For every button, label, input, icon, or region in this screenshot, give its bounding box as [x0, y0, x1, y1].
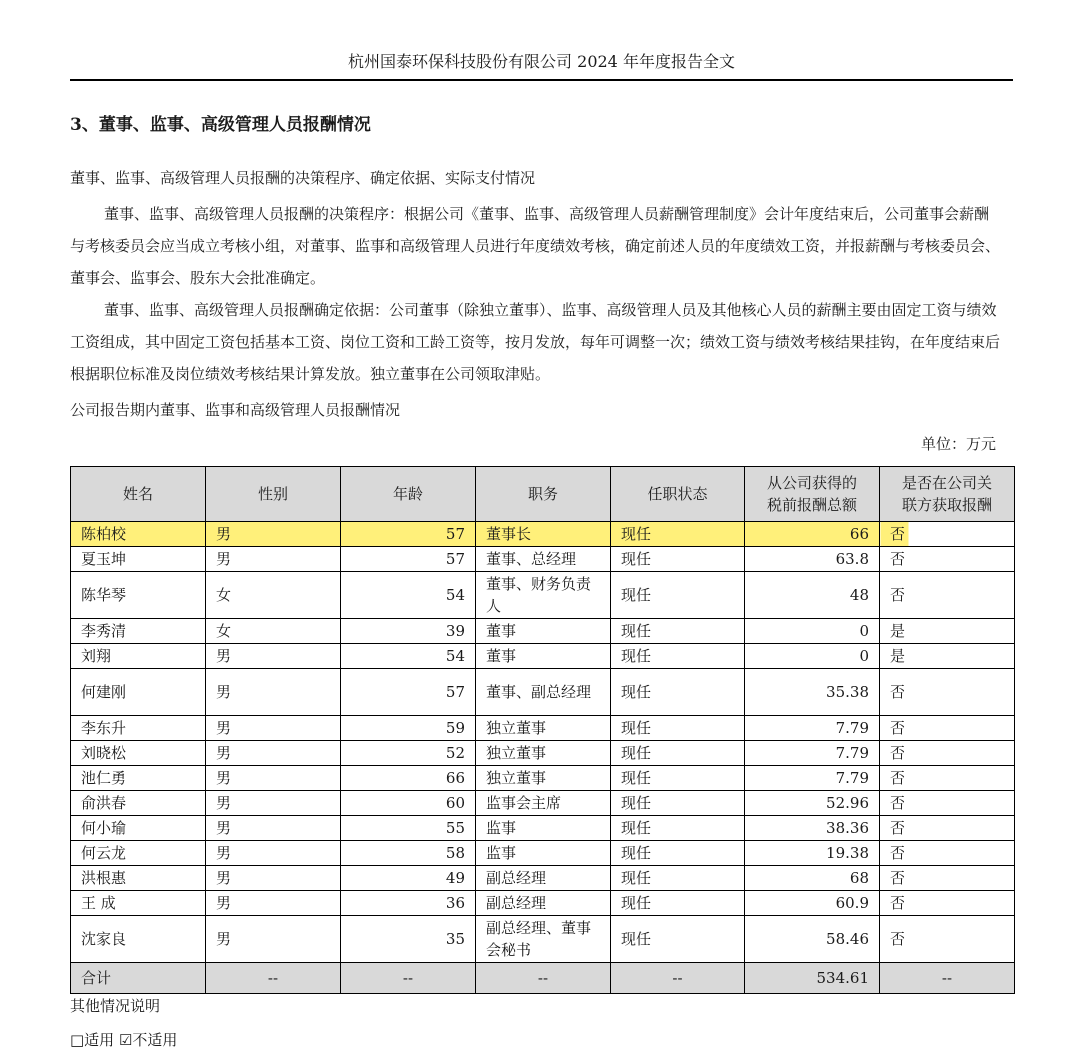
cell-age: 60: [341, 791, 476, 816]
header-related: [880, 467, 1015, 522]
cell-age: 52: [341, 741, 476, 766]
cell-status: 现任: [611, 741, 745, 766]
cell-status: 现任: [611, 547, 745, 572]
table-row: [71, 866, 1015, 891]
cell-age: 66: [341, 766, 476, 791]
table-row: [71, 716, 1015, 741]
cell-position: 副总经理: [476, 866, 611, 891]
table-total-row: [71, 963, 1015, 994]
cell-age: 54: [341, 644, 476, 669]
cell-status: 现任: [611, 816, 745, 841]
cell-status: 现任: [611, 866, 745, 891]
paragraph-table-intro: 公司报告期内董事、监事和高级管理人员报酬情况: [70, 401, 401, 419]
table-row: [71, 916, 1015, 963]
cell-position: 独立董事: [476, 766, 611, 791]
cell-position: 董事、总经理: [476, 547, 611, 572]
cell-status: 现任: [611, 766, 745, 791]
cell-position: 副总经理: [476, 891, 611, 916]
cell-name: 刘翔: [71, 644, 206, 669]
total-age: --: [341, 963, 476, 994]
header-pay: [745, 467, 880, 522]
cell-position: 董事: [476, 644, 611, 669]
cell-age: 58: [341, 841, 476, 866]
cell-gender: 女: [206, 572, 341, 619]
cell-gender: 男: [206, 522, 341, 547]
header-status: 任职状态: [611, 467, 745, 522]
cell-gender: 男: [206, 644, 341, 669]
cell-name: 何云龙: [71, 841, 206, 866]
cell-age: 59: [341, 716, 476, 741]
cell-status: 现任: [611, 716, 745, 741]
cell-status: 现任: [611, 916, 745, 963]
cell-pay: 35.38: [745, 669, 880, 716]
cell-name: 刘晓松: [71, 741, 206, 766]
cell-name: 何建刚: [71, 669, 206, 716]
cell-pay: 7.79: [745, 716, 880, 741]
table-row: [71, 669, 1015, 716]
header-pay-line1: 从公司获得的: [766, 474, 857, 492]
cell-name: 陈华琴: [71, 572, 206, 619]
cell-name: 王 成: [71, 891, 206, 916]
cell-status: 现任: [611, 572, 745, 619]
cell-pay: 52.96: [745, 791, 880, 816]
cell-related: 否: [880, 741, 1015, 766]
cell-position: 监事: [476, 841, 611, 866]
cell-related: 否: [880, 716, 1015, 741]
total-pay: 534.61: [745, 963, 880, 994]
table-row: [71, 891, 1015, 916]
table-row: [71, 619, 1015, 644]
cell-related: 否: [880, 841, 1015, 866]
cell-related: 否: [880, 572, 1015, 619]
cell-pay: 48: [745, 572, 880, 619]
header-name: 姓名: [71, 467, 206, 522]
cell-related: 是: [880, 644, 1015, 669]
cell-gender: 男: [206, 716, 341, 741]
header-divider: [70, 79, 1013, 81]
other-notes-title: 其他情况说明: [70, 997, 161, 1015]
cell-pay: 0: [745, 619, 880, 644]
cell-position: 监事会主席: [476, 791, 611, 816]
cell-name: 李秀清: [71, 619, 206, 644]
table-row: [71, 816, 1015, 841]
table-row: [71, 791, 1015, 816]
cell-position: 董事、财务负责人: [476, 572, 611, 619]
cell-gender: 男: [206, 669, 341, 716]
paragraph-basis: 董事、监事、高级管理人员报酬确定依据：公司董事（除独立董事）、监事、高级管理人员及其他核心人员的薪酬主要由固定工资与绩效工资组成，其中固定工资包括基本工资、岗位工资和工龄工资等，按月发放，每年可调整一次；绩效工资与绩效考核结果挂钩，在年度结束后根据职位标准及岗位绩效考核结果计算发放。独立董事在公司领取津贴。: [70, 301, 1001, 383]
table-row: [71, 572, 1015, 619]
cell-age: 49: [341, 866, 476, 891]
total-related: --: [880, 963, 1015, 994]
header-related-line1: 是否在公司关: [901, 474, 992, 492]
cell-related: 否: [880, 816, 1015, 841]
table-row: [71, 522, 1015, 547]
unit-label: 单位：万元: [920, 435, 996, 453]
cell-gender: 男: [206, 766, 341, 791]
cell-pay: 60.9: [745, 891, 880, 916]
cell-status: 现任: [611, 522, 745, 547]
cell-related: 是: [880, 619, 1015, 644]
cell-position: 独立董事: [476, 716, 611, 741]
cell-name: 俞洪春: [71, 791, 206, 816]
table-row: [71, 741, 1015, 766]
cell-gender: 女: [206, 619, 341, 644]
cell-status: 现任: [611, 619, 745, 644]
cell-position: 董事长: [476, 522, 611, 547]
compensation-table: [70, 466, 1015, 994]
cell-position: 副总经理、董事会秘书: [476, 916, 611, 963]
cell-related: 否: [880, 766, 1015, 791]
cell-age: 55: [341, 816, 476, 841]
cell-position: 董事: [476, 619, 611, 644]
cell-age: 35: [341, 916, 476, 963]
cell-gender: 男: [206, 791, 341, 816]
cell-related: 否: [880, 866, 1015, 891]
cell-pay: 68: [745, 866, 880, 891]
cell-name: 陈柏校: [71, 522, 206, 547]
cell-status: 现任: [611, 644, 745, 669]
cell-pay: 63.8: [745, 547, 880, 572]
page-header: 杭州国泰环保科技股份有限公司 2024 年年度报告全文: [348, 52, 735, 71]
cell-name: 沈家良: [71, 916, 206, 963]
cell-related: 否: [880, 791, 1015, 816]
cell-name: 夏玉坤: [71, 547, 206, 572]
section-title: 3、董事、监事、高级管理人员报酬情况: [70, 115, 371, 135]
header-position: 职务: [476, 467, 611, 522]
total-label: 合计: [71, 963, 206, 994]
cell-gender: 男: [206, 866, 341, 891]
cell-position: 监事: [476, 816, 611, 841]
cell-age: 57: [341, 669, 476, 716]
cell-related: 否: [880, 891, 1015, 916]
header-age: 年龄: [341, 467, 476, 522]
cell-pay: 7.79: [745, 741, 880, 766]
table-header-row: [71, 467, 1015, 522]
cell-status: 现任: [611, 669, 745, 716]
cell-gender: 男: [206, 547, 341, 572]
table-row: [71, 841, 1015, 866]
total-gender: --: [206, 963, 341, 994]
cell-gender: 男: [206, 741, 341, 766]
cell-position: 董事、副总经理: [476, 669, 611, 716]
cell-name: 洪根惠: [71, 866, 206, 891]
table-row: [71, 547, 1015, 572]
cell-pay: 7.79: [745, 766, 880, 791]
cell-pay: 0: [745, 644, 880, 669]
table-row: [71, 644, 1015, 669]
cell-related: 否: [880, 916, 1015, 963]
cell-pay: 58.46: [745, 916, 880, 963]
cell-name: 池仁勇: [71, 766, 206, 791]
cell-position: 独立董事: [476, 741, 611, 766]
cell-gender: 男: [206, 816, 341, 841]
total-position: --: [476, 963, 611, 994]
applicability-checkbox: □适用 ☑不适用: [70, 1031, 178, 1049]
cell-status: 现任: [611, 841, 745, 866]
cell-related: 否: [880, 522, 1015, 547]
cell-status: 现任: [611, 791, 745, 816]
header-pay-line2: 税前报酬总额: [766, 496, 857, 514]
cell-age: 39: [341, 619, 476, 644]
cell-related: 否: [880, 547, 1015, 572]
cell-name: 李东升: [71, 716, 206, 741]
cell-gender: 男: [206, 916, 341, 963]
cell-age: 36: [341, 891, 476, 916]
cell-pay: 66: [745, 522, 880, 547]
cell-status: 现任: [611, 891, 745, 916]
cell-pay: 19.38: [745, 841, 880, 866]
cell-age: 57: [341, 522, 476, 547]
header-related-line2: 联方获取报酬: [901, 496, 992, 514]
cell-related: 否: [880, 669, 1015, 716]
table-row: [71, 766, 1015, 791]
header-gender: 性别: [206, 467, 341, 522]
cell-gender: 男: [206, 891, 341, 916]
cell-pay: 38.36: [745, 816, 880, 841]
cell-age: 54: [341, 572, 476, 619]
cell-gender: 男: [206, 841, 341, 866]
paragraph-subtitle: 董事、监事、高级管理人员报酬的决策程序、确定依据、实际支付情况: [70, 169, 536, 187]
cell-age: 57: [341, 547, 476, 572]
paragraph-decision-procedure: 董事、监事、高级管理人员报酬的决策程序：根据公司《董事、监事、高级管理人员薪酬管理制度》会计年度结束后，公司董事会薪酬与考核委员会应当成立考核小组，对董事、监事和高级管理人员进行年度绩效考核，确定前述人员的年度绩效工资，并报薪酬与考核委员会、董事会、监事会、股东大会批准确定。: [70, 205, 1001, 287]
total-status: --: [611, 963, 745, 994]
cell-name: 何小瑜: [71, 816, 206, 841]
